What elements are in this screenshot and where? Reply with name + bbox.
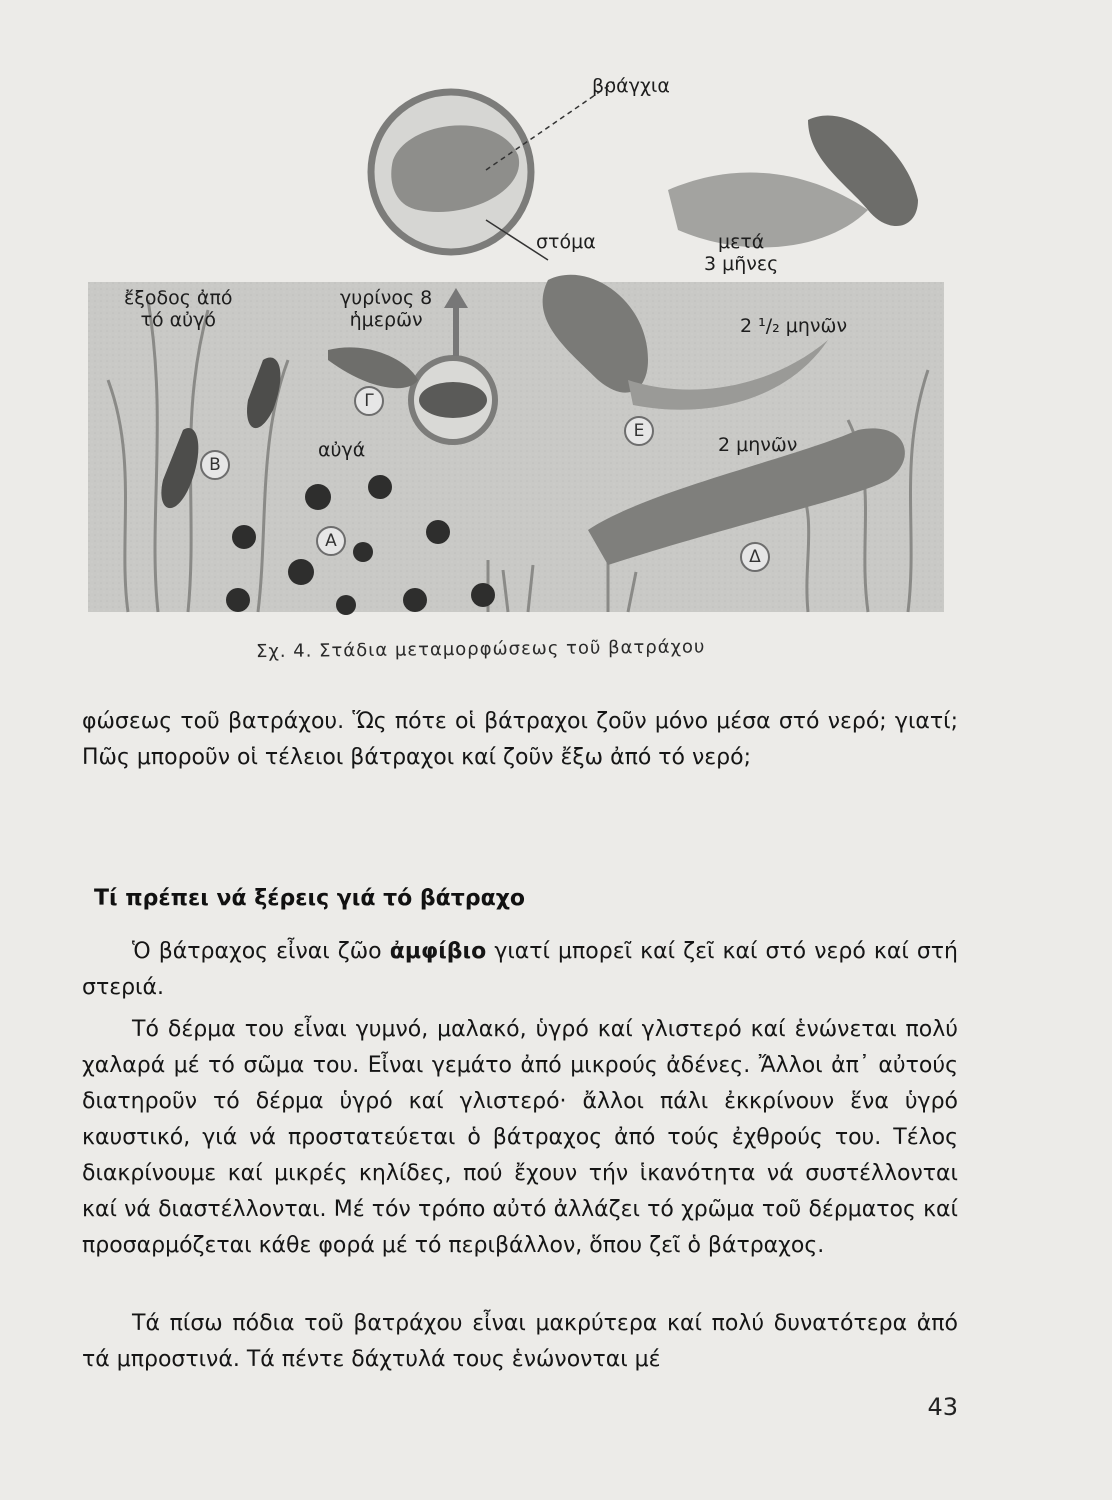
paragraph-questions: φώσεως τοῦ βατράχου. Ὥς πότε οἱ βάτραχοι ζοῦν μόνο μέσα στό νερό; γιατί; Πῶς μποροῦν οἱ τέλειοι βάτραχοι καί ζοῦν ἔξω ἀπό τό νερό; bbox=[82, 709, 958, 770]
stage-letter-b: Β bbox=[200, 450, 230, 480]
label-tadpole-8-days: γυρίνος 8 ἡμερῶν bbox=[340, 287, 433, 331]
label-gills: βράγχια bbox=[592, 75, 670, 97]
paragraph-amphibian-start: Ὁ βάτραχος εἶναι ζῶο bbox=[132, 939, 390, 964]
section-heading: Τί πρέπει νά ξέρεις γιά τό βάτραχο bbox=[94, 886, 525, 911]
page-number: 43 bbox=[927, 1393, 958, 1421]
figure-caption: Σχ. 4. Στάδια μεταμορφώσεως τοῦ βατράχου bbox=[255, 636, 706, 663]
stage-letter-g: Γ bbox=[354, 386, 384, 416]
stage-letter-d: Δ bbox=[740, 542, 770, 572]
label-eggs: αὐγά bbox=[318, 439, 366, 461]
paragraph-skin: Τό δέρμα του εἶναι γυμνό, μαλακό, ὑγρό καί γλιστερό καί ἑνώνεται πολύ χαλαρά μέ τό σῶμα του. Εἶναι γεμάτο ἀπό μικρούς ἀδένες. Ἄλλοι ἀπ᾽ αὐτούς διατηροῦν τό δέρμα ὑγρό καί γλιστερό· ἄλλοι πάλι ἐκκρίνουν ἕνα ὑγρό καυστικό, γιά νά προστατεύεται ὁ βάτραχος ἀπό τούς ἐχθρούς του. Τέλος διακρίνουμε καί μικρές κηλίδες, πού ἔχουν τήν ἱκανότητα νά συστέλλονται καί νά διαστέλλονται. Μέ τόν τρόπο αὐτό ἀλλάζει τό χρῶμα τοῦ δέρματος καί προσαρμόζεται κάθε φορά μέ τό περιβάλλον, ὅπου ζεῖ ὁ βάτραχος. bbox=[82, 1017, 958, 1258]
amphibian-term: ἀμφίβιο bbox=[389, 939, 487, 964]
label-exit-from-egg: ἔξοδος ἀπό τό αὐγό bbox=[124, 287, 233, 331]
label-two-months: 2 μηνῶν bbox=[718, 434, 798, 456]
paragraph-amphibian bbox=[82, 934, 958, 1006]
stage-letter-e: Ε bbox=[624, 416, 654, 446]
label-after-3-months: μετά 3 μῆνες bbox=[704, 231, 779, 275]
label-mouth: στόμα bbox=[536, 231, 596, 253]
paragraph-amphibian-end: γιατί μπορεῖ καί ζεῖ καί στό νερό καί στή στεριά. bbox=[82, 939, 958, 1000]
illustration-drawing bbox=[88, 60, 958, 620]
label-two-half-months: 2 ¹/₂ μηνῶν bbox=[740, 315, 848, 337]
frog-metamorphosis-illustration bbox=[88, 60, 958, 620]
stage-letter-a: Α bbox=[316, 526, 346, 556]
paragraph-legs: Τά πίσω πόδια τοῦ βατράχου εἶναι μακρύτερα καί πολύ δυνατότερα ἀπό τά μπροστινά. Τά πέντε δάχτυλά τους ἑνώνονται μέ bbox=[82, 1311, 958, 1372]
